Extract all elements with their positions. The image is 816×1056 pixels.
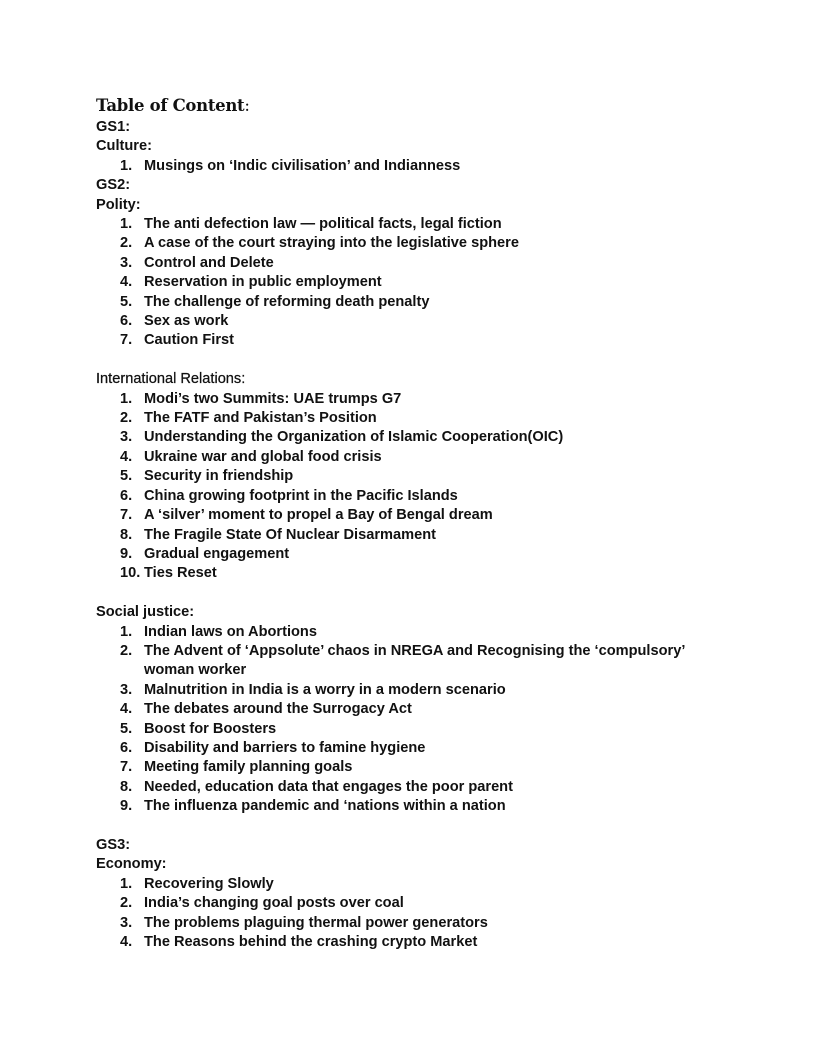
list-item — [96, 526, 736, 545]
list-item — [96, 914, 736, 933]
item-text: Caution First — [144, 332, 234, 349]
list-item — [96, 875, 736, 894]
item-text: The FATF and Pakistan’s Position — [144, 410, 377, 427]
item-text: Indian laws on Abortions — [144, 623, 317, 640]
list-item — [96, 894, 736, 913]
item-number: 10. — [120, 565, 141, 582]
list-item — [96, 234, 736, 253]
item-text: The challenge of reforming death penalty — [144, 293, 430, 310]
item-number: 5. — [120, 468, 133, 485]
list-item — [96, 642, 736, 681]
item-number: 3. — [120, 254, 133, 271]
list-item — [96, 428, 736, 447]
section-heading-economy: Economy: — [96, 856, 167, 873]
list-item — [96, 797, 736, 816]
item-text: Gradual engagement — [144, 545, 290, 562]
item-number: 1. — [120, 157, 133, 174]
list-item — [96, 312, 736, 331]
polity-list — [96, 215, 736, 351]
item-number: 1. — [120, 390, 133, 407]
item-number: 7. — [120, 759, 133, 776]
list-item — [96, 506, 736, 525]
list-item — [96, 254, 736, 273]
spacer — [96, 817, 736, 836]
item-number: 3. — [120, 681, 133, 698]
item-text: Malnutrition in India is a worry in a modern scenario — [144, 681, 506, 698]
item-number: 7. — [120, 507, 133, 524]
item-text: China growing footprint in the Pacific Islands — [144, 487, 458, 504]
item-number: 8. — [120, 778, 133, 795]
list-item — [96, 739, 736, 758]
item-number: 6. — [120, 739, 133, 756]
item-text: Boost for Boosters — [144, 720, 277, 737]
item-text: The influenza pandemic and ‘nations within a nation — [144, 798, 506, 815]
item-text: Musings on ‘Indic civilisation’ and Indianness — [144, 157, 461, 174]
item-number: 4. — [120, 701, 133, 718]
list-item — [96, 933, 736, 952]
gs2-label: GS2: — [96, 177, 131, 194]
item-text: Disability and barriers to famine hygiene — [144, 739, 426, 756]
document-page — [96, 94, 736, 952]
list-item — [96, 293, 736, 312]
list-item — [96, 215, 736, 234]
list-item — [96, 545, 736, 564]
item-text: The Fragile State Of Nuclear Disarmament — [144, 526, 436, 543]
item-number: 6. — [120, 487, 133, 504]
gs3-label: GS3: — [96, 836, 131, 853]
list-item — [96, 720, 736, 739]
item-number: 6. — [120, 313, 133, 330]
item-text: Control and Delete — [144, 254, 274, 271]
list-item — [96, 681, 736, 700]
section-heading-international-relations: International Relations: — [96, 371, 246, 388]
item-text: The Reasons behind the crashing crypto Market — [144, 934, 478, 951]
item-number: 2. — [120, 895, 133, 912]
item-number: 9. — [120, 545, 133, 562]
item-number: 7. — [120, 332, 133, 349]
item-text: The debates around the Surrogacy Act — [144, 701, 412, 718]
list-item — [96, 623, 736, 642]
item-number: 4. — [120, 274, 133, 291]
list-item — [96, 409, 736, 428]
item-text: Understanding the Organization of Islamic Cooperation(OIC) — [144, 429, 564, 446]
list-item — [96, 700, 736, 719]
item-text: The anti defection law — political facts, legal fiction — [144, 216, 502, 233]
spacer — [96, 584, 736, 603]
section-heading-social-justice: Social justice: — [96, 604, 195, 621]
social-justice-list — [96, 623, 736, 817]
item-number: 5. — [120, 293, 133, 310]
item-number: 4. — [120, 934, 133, 951]
item-text: The Advent of ‘Appsolute’ chaos in NREGA and Recognising the ‘compulsory’ woman worker — [144, 642, 685, 679]
item-number: 2. — [120, 235, 133, 252]
economy-list — [96, 875, 736, 953]
item-number: 1. — [120, 216, 133, 233]
list-item — [96, 778, 736, 797]
item-text: Security in friendship — [144, 468, 294, 485]
item-text: A ‘silver’ moment to propel a Bay of Bengal dream — [144, 507, 493, 524]
item-text: The problems plaguing thermal power generators — [144, 914, 488, 931]
culture-list — [96, 157, 736, 176]
list-item — [96, 758, 736, 777]
list-item — [96, 467, 736, 486]
item-number: 1. — [120, 623, 133, 640]
list-item — [96, 331, 736, 350]
item-text: India’s changing goal posts over coal — [144, 895, 404, 912]
international-relations-list — [96, 390, 736, 584]
list-item — [96, 448, 736, 467]
title-text: Table of Content — [96, 96, 245, 115]
item-number: 2. — [120, 642, 133, 659]
item-text: Ties Reset — [144, 565, 217, 582]
item-number: 1. — [120, 875, 133, 892]
item-text: Sex as work — [144, 313, 229, 330]
list-item — [96, 487, 736, 506]
item-text: Meeting family planning goals — [144, 759, 353, 776]
item-number: 3. — [120, 914, 133, 931]
item-number: 5. — [120, 720, 133, 737]
item-number: 8. — [120, 526, 133, 543]
item-number: 9. — [120, 798, 133, 815]
item-text: Needed, education data that engages the poor parent — [144, 778, 513, 795]
item-text: Ukraine war and global food crisis — [144, 448, 382, 465]
page-title — [96, 94, 736, 118]
list-item — [96, 273, 736, 292]
list-item — [96, 564, 736, 583]
item-text: Recovering Slowly — [144, 875, 274, 892]
item-text: Modi’s two Summits: UAE trumps G7 — [144, 390, 402, 407]
item-number: 2. — [120, 410, 133, 427]
section-heading-polity: Polity: — [96, 196, 141, 213]
item-number: 3. — [120, 429, 133, 446]
item-text: A case of the court straying into the legislative sphere — [144, 235, 519, 252]
gs1-label: GS1: — [96, 119, 131, 135]
section-heading-culture: Culture: — [96, 138, 152, 155]
list-item — [96, 157, 736, 176]
title-colon: : — [244, 96, 250, 115]
item-text: Reservation in public employment — [144, 274, 382, 291]
list-item — [96, 390, 736, 409]
spacer — [96, 351, 736, 370]
item-number: 4. — [120, 448, 133, 465]
